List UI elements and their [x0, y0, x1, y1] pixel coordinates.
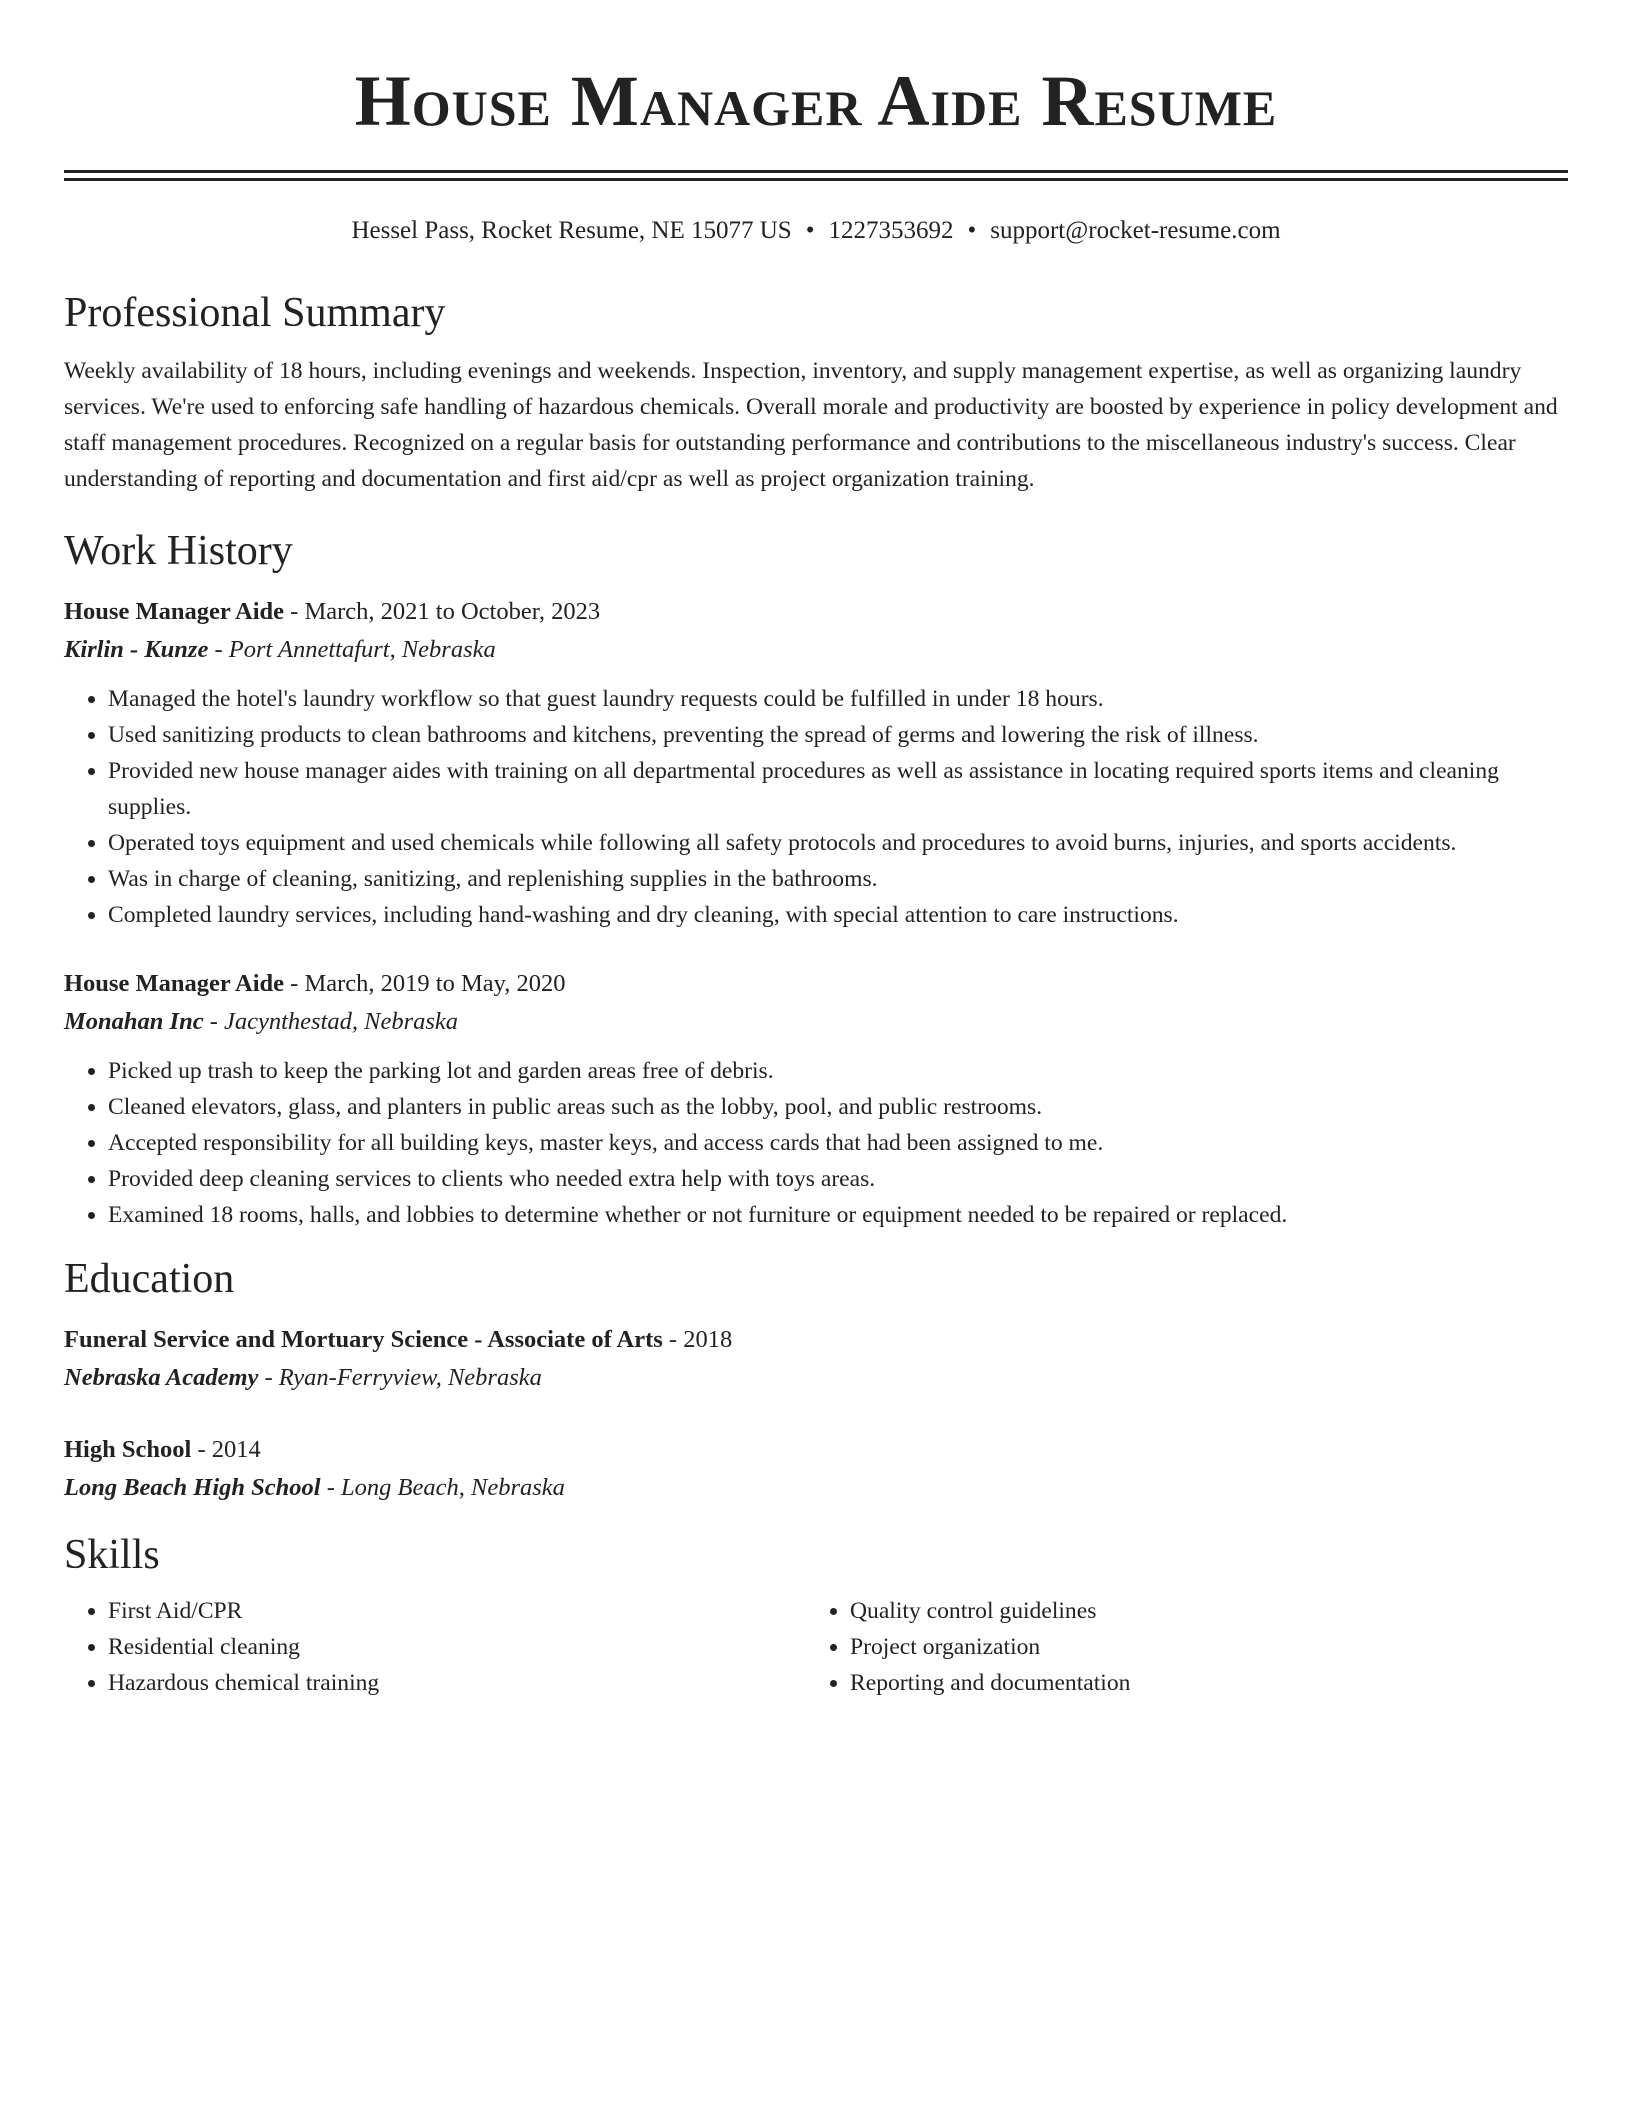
job-duty: • Examined 18 rooms, halls, and lobbies to determine whether or not furniture or equipment needed to be repaired or replaced.	[108, 1197, 1568, 1233]
job-header	[64, 965, 1568, 1003]
job-header	[64, 593, 1568, 631]
school-name: Nebraska Academy	[64, 1364, 259, 1391]
work-history-section	[64, 525, 1568, 1233]
education-section	[64, 1253, 1568, 1507]
title-divider	[64, 170, 1568, 181]
summary-section	[64, 287, 1568, 497]
skill-item: • First Aid/CPR	[108, 1593, 806, 1629]
job-duty: • Cleaned elevators, glass, and planters in public areas such as the lobby, pool, and public restrooms.	[108, 1089, 1568, 1125]
skill-item: • Residential cleaning	[108, 1629, 806, 1665]
company-name: Monahan Inc	[64, 1008, 204, 1035]
company-location: - Port Annettafurt, Nebraska	[208, 636, 496, 663]
skill-item: • Reporting and documentation	[850, 1665, 1548, 1701]
job-duty: • Completed laundry services, including hand-washing and dry cleaning, with special attention to care instructions.	[108, 897, 1568, 933]
resume-title: House Manager Aide Resume	[354, 61, 1278, 141]
contact-separator: •	[967, 217, 977, 244]
work-history-heading: Work History	[64, 528, 293, 574]
contact-address: Hessel Pass, Rocket Resume, NE 15077 US	[351, 217, 792, 244]
job-dates: - March, 2019 to May, 2020	[284, 970, 566, 997]
skills-column-left	[64, 1593, 806, 1701]
contact-phone: 1227353692	[828, 217, 954, 244]
graduation-year: - 2018	[662, 1326, 733, 1353]
graduation-year: - 2014	[191, 1436, 261, 1463]
job-employer	[64, 1003, 1568, 1041]
job-duty: • Managed the hotel's laundry workflow so that guest laundry requests could be fulfilled in under 18 hours.	[108, 681, 1568, 717]
contact-line	[64, 215, 1568, 247]
education-header	[64, 1431, 1568, 1469]
skill-item: • Quality control guidelines	[850, 1593, 1548, 1629]
skills-section	[64, 1529, 1568, 1701]
job-duties	[64, 681, 1568, 933]
skills-heading: Skills	[64, 1532, 160, 1578]
job-duty: • Picked up trash to keep the parking lot and garden areas free of debris.	[108, 1053, 1568, 1089]
job-duty: • Provided deep cleaning services to clients who needed extra help with toys areas.	[108, 1161, 1568, 1197]
company-location: - Jacynthestad, Nebraska	[203, 1008, 459, 1035]
job-duty: • Provided new house manager aides with training on all departmental procedures as well as assistance in locating required sports items and cleaning supplies.	[108, 753, 1568, 825]
job-duty: • Used sanitizing products to clean bathrooms and kitchens, preventing the spread of germs and lowering the risk of illness.	[108, 717, 1568, 753]
job-duty: • Accepted responsibility for all building keys, master keys, and access cards that had been assigned to me.	[108, 1125, 1568, 1161]
job-duty: • Operated toys equipment and used chemicals while following all safety protocols and procedures to avoid burns, injuries, and sports accidents.	[108, 825, 1568, 861]
contact-separator: •	[805, 217, 815, 244]
job-dates: - March, 2021 to October, 2023	[284, 598, 601, 625]
education-header	[64, 1321, 1568, 1359]
job-title: House Manager Aide	[64, 970, 285, 997]
education-heading: Education	[64, 1256, 235, 1302]
skill-item: • Project organization	[850, 1629, 1548, 1665]
skills-grid	[64, 1593, 1568, 1701]
job-employer	[64, 631, 1568, 669]
school-location: - Long Beach, Nebraska	[320, 1474, 565, 1501]
education-entry	[64, 1321, 1568, 1397]
education-school	[64, 1469, 1568, 1507]
skill-item: • Hazardous chemical training	[108, 1665, 806, 1701]
summary-heading: Professional Summary	[64, 290, 446, 336]
skills-column-right	[806, 1593, 1548, 1701]
job-title: House Manager Aide	[64, 598, 285, 625]
degree-name: High School	[64, 1436, 192, 1463]
contact-email: support@rocket-resume.com	[990, 217, 1281, 244]
job-duties	[64, 1053, 1568, 1233]
degree-name: Funeral Service and Mortuary Science - Associate of Arts	[64, 1326, 663, 1353]
company-name: Kirlin - Kunze	[64, 636, 209, 663]
job-duty: • Was in charge of cleaning, sanitizing, and replenishing supplies in the bathrooms.	[108, 861, 1568, 897]
job-entry	[64, 593, 1568, 933]
school-location: - Ryan-Ferryview, Nebraska	[258, 1364, 542, 1391]
summary-text: Weekly availability of 18 hours, including evenings and weekends. Inspection, inventory, and supply management expertise, as well as organizing laundry services. We're used to enforcing safe handling of hazardous chemicals. Overall morale and productivity are boosted by experience in policy development and staff management procedures. Recognized on a regular basis for outstanding performance and contributions to the miscellaneous industry's success. Clear understanding of reporting and documentation and first aid/cpr as well as project organization training.	[64, 358, 1558, 492]
job-entry	[64, 965, 1568, 1233]
education-entry	[64, 1431, 1568, 1507]
education-school	[64, 1359, 1568, 1397]
school-name: Long Beach High School	[64, 1474, 321, 1501]
